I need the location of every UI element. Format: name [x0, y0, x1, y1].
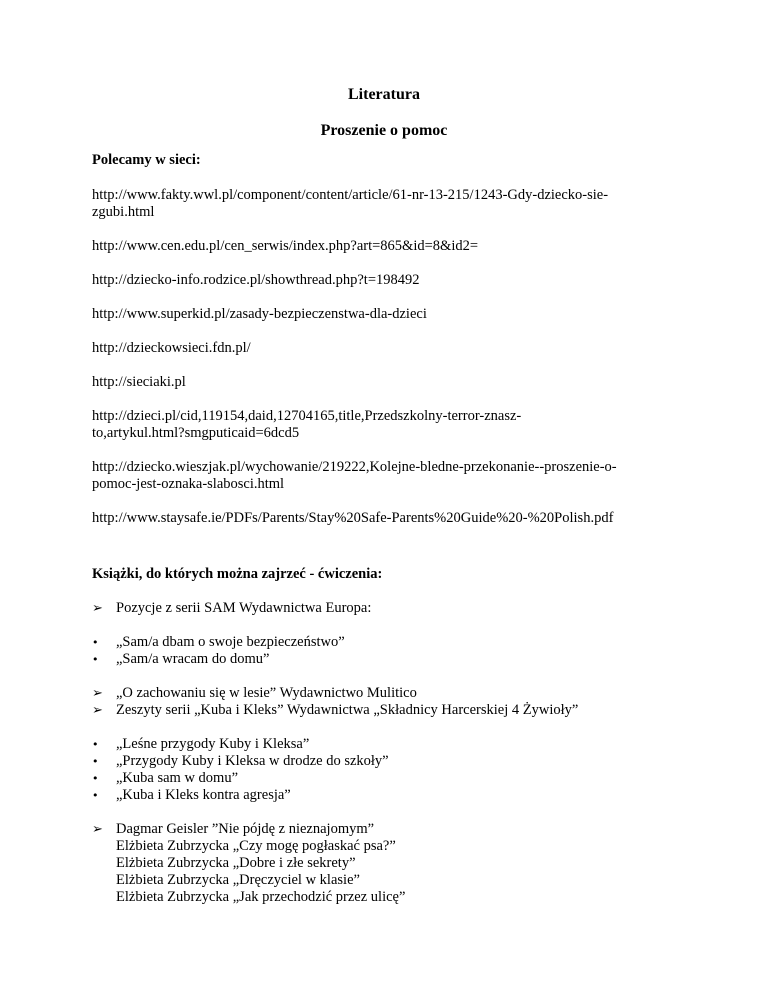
series-kuba-text: Zeszyty serii „Kuba i Kleks” Wydawnictwa „Składnicy Harcerskiej 4 Żywioły”: [116, 702, 579, 718]
list-item: [92, 770, 238, 787]
link-5[interactable]: [92, 340, 692, 357]
link-6-line-1: http://sieciaki.pl: [92, 374, 186, 390]
list-item-text: „Sam/a wracam do domu”: [116, 651, 270, 667]
link-7-line-2: to,artykul.html?smgputicaid=6dcd5: [92, 425, 300, 441]
link-4-line-1: http://www.superkid.pl/zasady-bezpieczenstwa-dla-dzieci: [92, 306, 427, 322]
arrow-bullet-icon: ➢: [92, 686, 103, 701]
list-item: [92, 634, 345, 651]
series-kuba-item: [92, 702, 578, 719]
link-1[interactable]: [92, 187, 692, 221]
author-line: Elżbieta Zubrzycka „Czy mogę pogłaskać psa?”: [116, 838, 396, 854]
link-1-line-2: zgubi.html: [92, 204, 155, 220]
arrow-bullet-icon: ➢: [92, 703, 103, 718]
link-3[interactable]: [92, 272, 692, 289]
list-item: [92, 736, 309, 753]
link-2[interactable]: [92, 238, 692, 255]
link-5-line-1: http://dzieckowsieci.fdn.pl/: [92, 340, 251, 356]
author-line: Elżbieta Zubrzycka „Dobre i złe sekrety”: [116, 855, 356, 871]
link-8[interactable]: [92, 459, 692, 493]
link-7-line-1: http://dzieci.pl/cid,119154,daid,12704165,title,Przedszkolny-terror-znasz-: [92, 408, 522, 424]
link-3-line-1: http://dziecko-info.rodzice.pl/showthread.php?t=198492: [92, 272, 420, 288]
forest-book-item: [92, 685, 417, 702]
authors-item: [92, 821, 374, 838]
bullet-icon: •: [92, 636, 99, 649]
forest-book-text: „O zachowaniu się w lesie” Wydawnictwo Mulitico: [116, 685, 417, 701]
link-6[interactable]: [92, 374, 692, 391]
link-8-line-2: pomoc-jest-oznaka-slabosci.html: [92, 476, 285, 492]
authors-first-text: Dagmar Geisler ”Nie pójdę z nieznajomym”: [116, 821, 375, 837]
bullet-icon: •: [92, 653, 99, 666]
link-2-line-1: http://www.cen.edu.pl/cen_serwis/index.php?art=865&id=8&id2=: [92, 238, 479, 254]
document-title: Literatura: [348, 86, 420, 103]
bullet-icon: •: [92, 789, 99, 802]
list-item: [92, 753, 389, 770]
arrow-bullet-icon: ➢: [92, 822, 103, 837]
link-9-line-1: http://www.staysafe.ie/PDFs/Parents/Stay%20Safe-Parents%20Guide%20-%20Polish.pdf: [92, 510, 614, 526]
list-item-text: „Przygody Kuby i Kleksa w drodze do szkoły”: [116, 753, 389, 769]
arrow-bullet-icon: ➢: [92, 601, 103, 616]
link-4[interactable]: [92, 306, 692, 323]
document-subtitle: Proszenie o pomoc: [320, 122, 448, 139]
series-sam-item: [92, 600, 371, 617]
series-sam-text: Pozycje z serii SAM Wydawnictwa Europa:: [116, 600, 372, 616]
list-item: [92, 651, 269, 668]
web-links-heading: Polecamy w sieci:: [92, 152, 201, 168]
list-item: [92, 787, 291, 804]
link-9[interactable]: [92, 510, 692, 527]
list-item-text: „Leśne przygody Kuby i Kleksa”: [116, 736, 310, 752]
link-7[interactable]: [92, 408, 692, 442]
bullet-icon: •: [92, 772, 99, 785]
list-item-text: „Kuba i Kleks kontra agresja”: [116, 787, 291, 803]
books-heading: Książki, do których można zajrzeć - ćwiczenia:: [92, 566, 383, 582]
link-1-line-1: http://www.fakty.wwl.pl/component/content/article/61-nr-13-215/1243-Gdy-dziecko-sie-: [92, 187, 609, 203]
list-item-text: „Kuba sam w domu”: [116, 770, 239, 786]
list-item-text: „Sam/a dbam o swoje bezpieczeństwo”: [116, 634, 345, 650]
link-8-line-1: http://dziecko.wieszjak.pl/wychowanie/219222,Kolejne-bledne-przekonanie--proszenie-o-: [92, 459, 617, 475]
author-line: Elżbieta Zubrzycka „Jak przechodzić przez ulicę”: [116, 889, 406, 905]
bullet-icon: •: [92, 738, 99, 751]
author-line: Elżbieta Zubrzycka „Dręczyciel w klasie”: [116, 872, 360, 888]
bullet-icon: •: [92, 755, 99, 768]
